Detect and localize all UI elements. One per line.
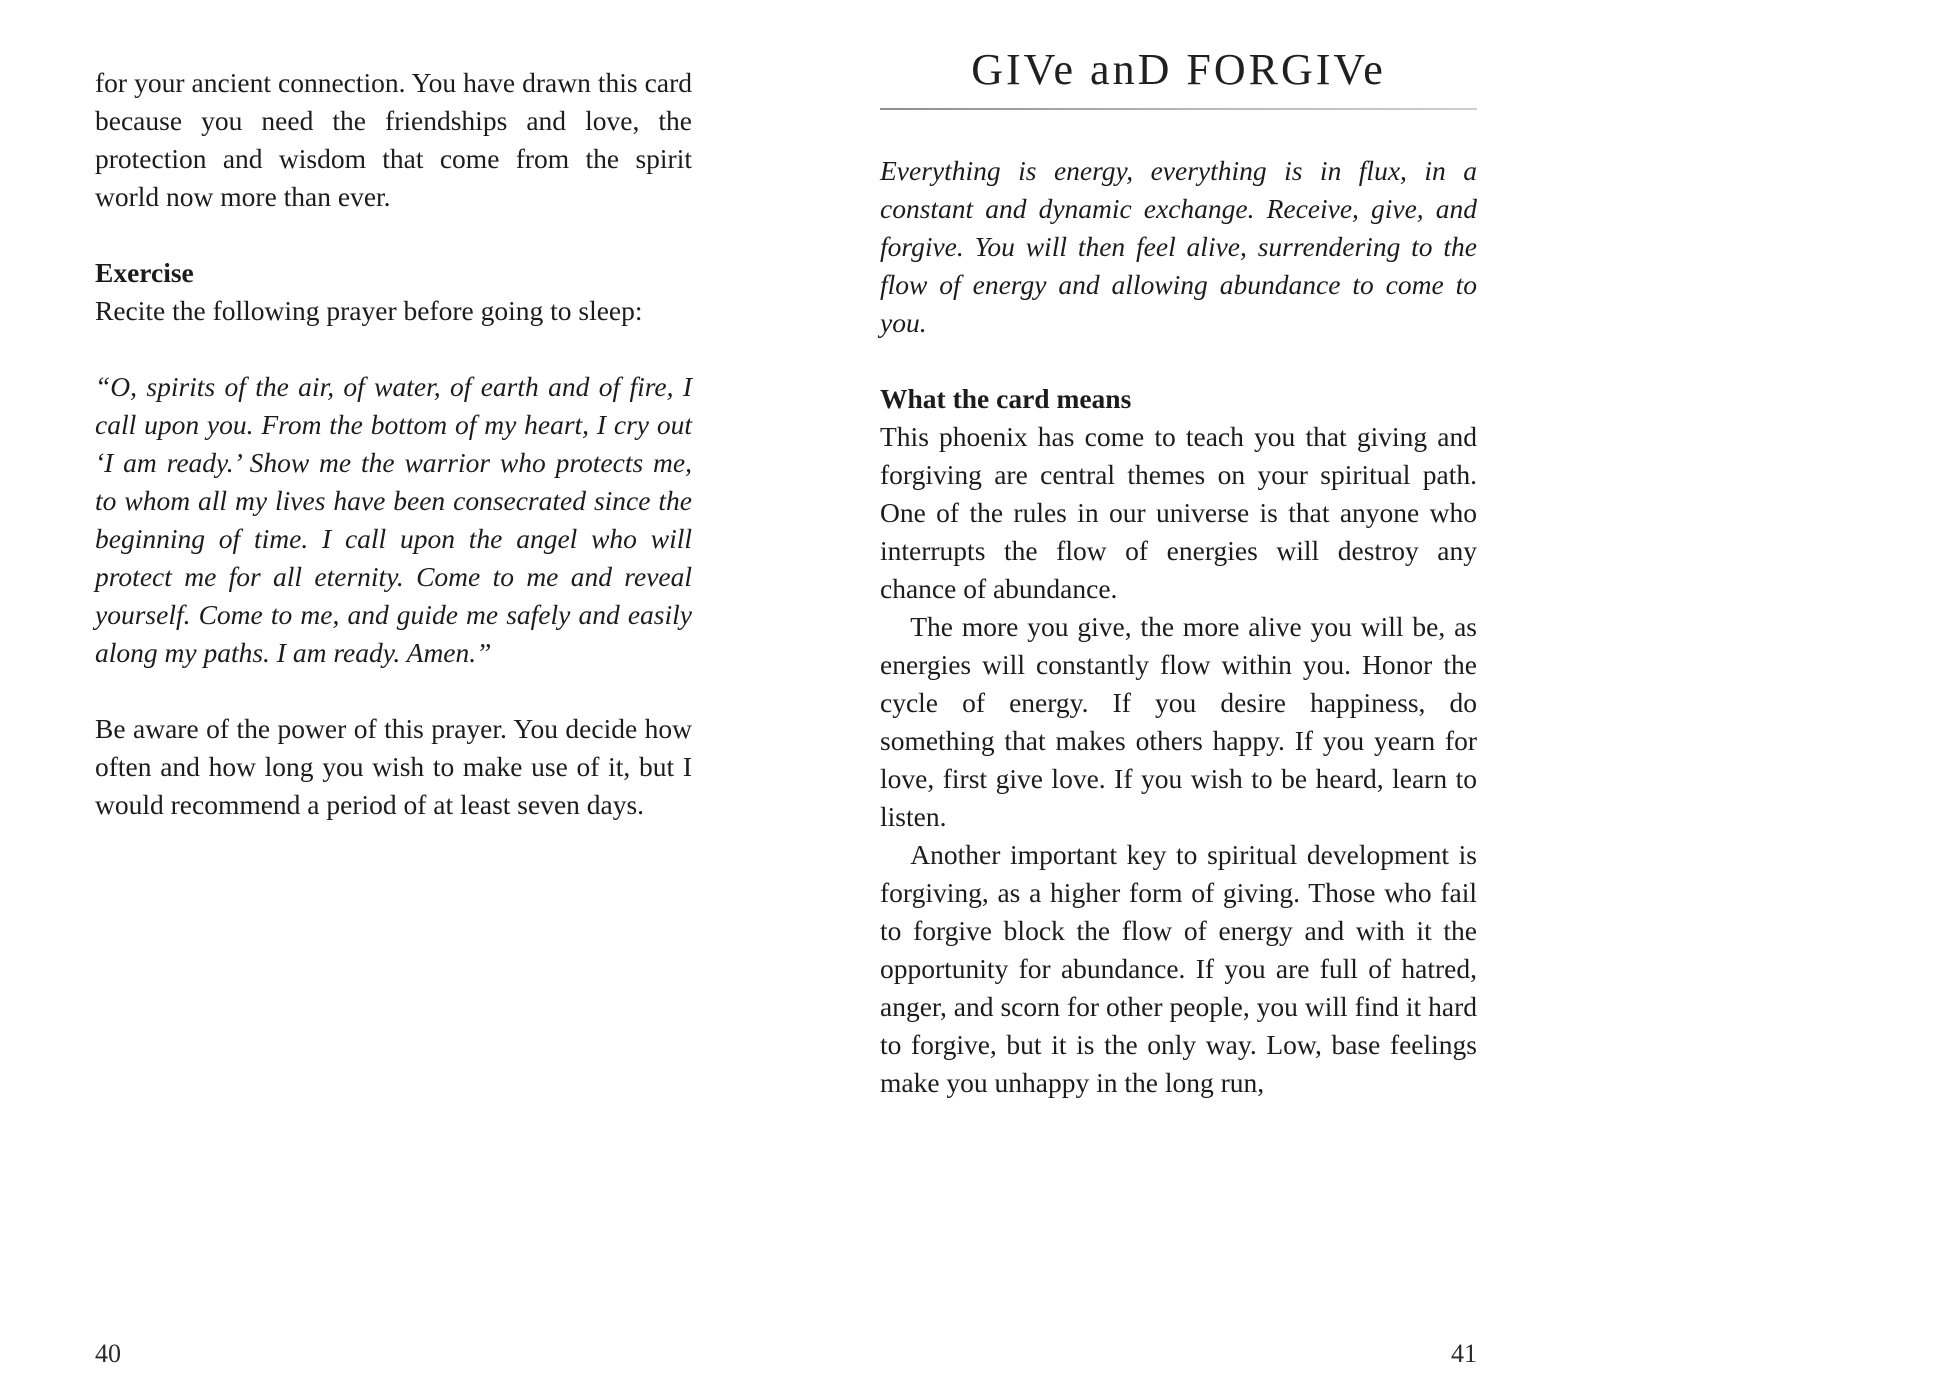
left-intro-paragraph: for your ancient connection. You have drawn this card because you need the friendships and love, the protection and wisdom that come from the spirit world now more than ever. — [95, 67, 692, 212]
right-page-text-column — [880, 46, 1477, 1102]
chapter-title: GIVe anD FORGIVe — [971, 45, 1386, 94]
exercise-heading: Exercise — [95, 257, 194, 288]
left-page-number: 40 — [95, 1339, 121, 1368]
left-closing-paragraph: Be aware of the power of this prayer. You decide how often and how long you wish to make use of it, but I would recommend a period of at least seven days. — [95, 713, 692, 820]
body-paragraph: This phoenix has come to teach you that giving and forgiving are central themes on your spiritual path. One of the rules in our universe is that anyone who interrupts the flow of energies will destroy any chance of abundance. — [880, 421, 1477, 604]
right-page-number: 41 — [1451, 1339, 1477, 1368]
prayer-paragraph: “O, spirits of the air, of water, of earth and of fire, I call upon you. From the bottom of my heart, I cry out ‘I am ready.’ Show me the warrior who protects me, to whom all my lives have been consecrated since the beginning of time. I call upon the angel who will protect me for all eternity. Come to me and reveal yourself. Come to me, and guide me safely and easily along my paths. I am ready. Amen.” — [95, 371, 692, 668]
chapter-intro-paragraph: Everything is energy, everything is in flux, in a constant and dynamic exchange. Receive, give, and forgive. You will then feel alive, surrendering to the flow of energy and allowing abundance to come to you. — [880, 155, 1477, 338]
body-paragraph: The more you give, the more alive you will be, as energies will constantly flow within you. Honor the cycle of energy. If you desire happiness, do something that makes others happy. If you yearn for love, first give love. If you wish to be heard, learn to listen. — [880, 611, 1477, 832]
left-page-text-column — [95, 64, 692, 824]
card-meaning-heading: What the card means — [880, 383, 1132, 414]
body-paragraph: Another important key to spiritual development is forgiving, as a higher form of giving. Those who fail to forgive block the flow of energy and with it the opportunity for abundance. If you are full of hatred, anger, and scorn for other people, you will find it hard to forgive, but it is the only way. Low, base feelings make you unhappy in the long run, — [880, 839, 1477, 1098]
title-divider-rule — [880, 108, 1477, 110]
exercise-intro-line: Recite the following prayer before going to sleep: — [95, 295, 643, 326]
